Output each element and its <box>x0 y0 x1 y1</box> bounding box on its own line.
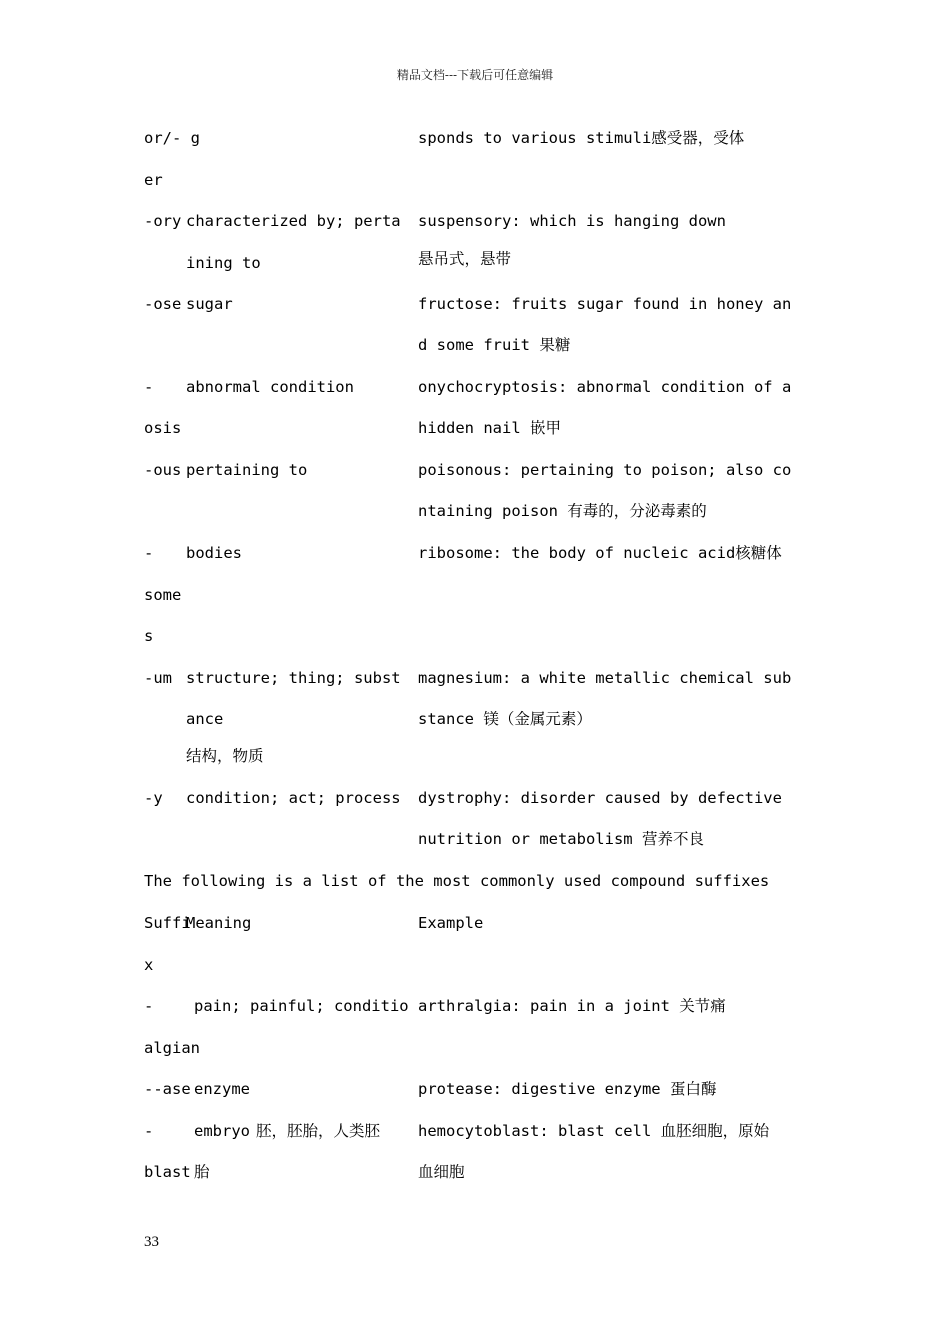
meaning-cell: ance <box>186 710 224 728</box>
example-cell: 悬吊式，悬带 <box>418 250 512 268</box>
meaning-cell: characterized by; perta <box>186 212 401 230</box>
suffix-cell: 胎 <box>194 1163 210 1181</box>
column-header-suffix: Suffi <box>144 914 191 932</box>
suffix-cell: algian <box>144 1039 200 1057</box>
example-cell: hidden nail 嵌甲 <box>418 419 561 437</box>
suffix-cell: - <box>144 544 154 562</box>
suffix-cell: osis <box>144 419 182 437</box>
page-header: 精品文档---下载后可任意编辑 <box>396 68 554 82</box>
example-cell: hemocytoblast: blast cell 血胚细胞，原始 <box>418 1122 770 1140</box>
page-number: 33 <box>144 1234 159 1250</box>
suffix-cell: -ose <box>144 295 182 313</box>
example-cell: dystrophy: disorder caused by defective <box>418 789 782 807</box>
example-cell: sponds to various stimuli感受器，受体 <box>418 129 745 147</box>
meaning-cell: 胚，胚胎，人类胚 <box>256 1122 381 1140</box>
example-cell: onychocryptosis: abnormal condition of a <box>418 378 792 396</box>
suffix-cell: --ase <box>144 1080 191 1098</box>
meaning-cell: abnormal condition <box>186 378 354 396</box>
example-cell: poisonous: pertaining to poison; also co <box>418 461 792 479</box>
suffix-cell: -ory <box>144 212 182 230</box>
meaning-cell: pain; painful; conditio <box>194 997 409 1015</box>
meaning-cell: sugar <box>186 295 233 313</box>
intro-text: The following is a list of the most commonly used compound suffixes <box>144 872 770 890</box>
column-header-example: Example <box>418 914 484 932</box>
meaning-cell: pertaining to <box>186 461 308 479</box>
example-cell: fructose: fruits sugar found in honey an <box>418 295 792 313</box>
example-cell: protease: digestive enzyme 蛋白酶 <box>418 1080 717 1098</box>
example-cell: magnesium: a white metallic chemical sub <box>418 669 792 687</box>
column-header-suffix: x <box>144 956 154 974</box>
meaning-cell: condition; act; process <box>186 789 401 807</box>
suffix-cell: s <box>144 627 154 645</box>
column-header-meaning: Meaning <box>186 914 252 932</box>
suffix-cell: - <box>144 378 154 396</box>
meaning-cell: structure; thing; subst <box>186 669 401 687</box>
suffix-cell: - <box>144 997 154 1015</box>
suffix-cell: blast <box>144 1163 191 1181</box>
meaning-cell: ining to <box>186 254 261 272</box>
example-cell: nutrition or metabolism 营养不良 <box>418 830 704 848</box>
suffix-cell: or/- g <box>144 129 200 147</box>
suffix-cell: -um <box>144 669 172 687</box>
example-cell: 血细胞 <box>418 1163 465 1181</box>
suffix-cell: - <box>144 1122 154 1140</box>
example-cell: arthralgia: pain in a joint 关节痛 <box>418 997 726 1015</box>
meaning-cell: enzyme <box>194 1080 250 1098</box>
meaning-cell: 结构，物质 <box>186 747 264 765</box>
example-cell: ntaining poison 有毒的，分泌毒素的 <box>418 502 707 520</box>
example-cell: ribosome: the body of nucleic acid核糖体 <box>418 544 782 562</box>
suffix-cell: er <box>144 171 163 189</box>
example-cell: suspensory: which is hanging down <box>418 212 726 230</box>
meaning-cell: bodies <box>186 544 242 562</box>
suffix-cell: some <box>144 586 182 604</box>
suffix-cell: -ous <box>144 461 182 479</box>
example-cell: d some fruit 果糖 <box>418 336 571 354</box>
meaning-cell: embryo <box>194 1122 250 1140</box>
suffix-cell: -y <box>144 789 163 807</box>
example-cell: stance 镁（金属元素） <box>418 710 592 728</box>
